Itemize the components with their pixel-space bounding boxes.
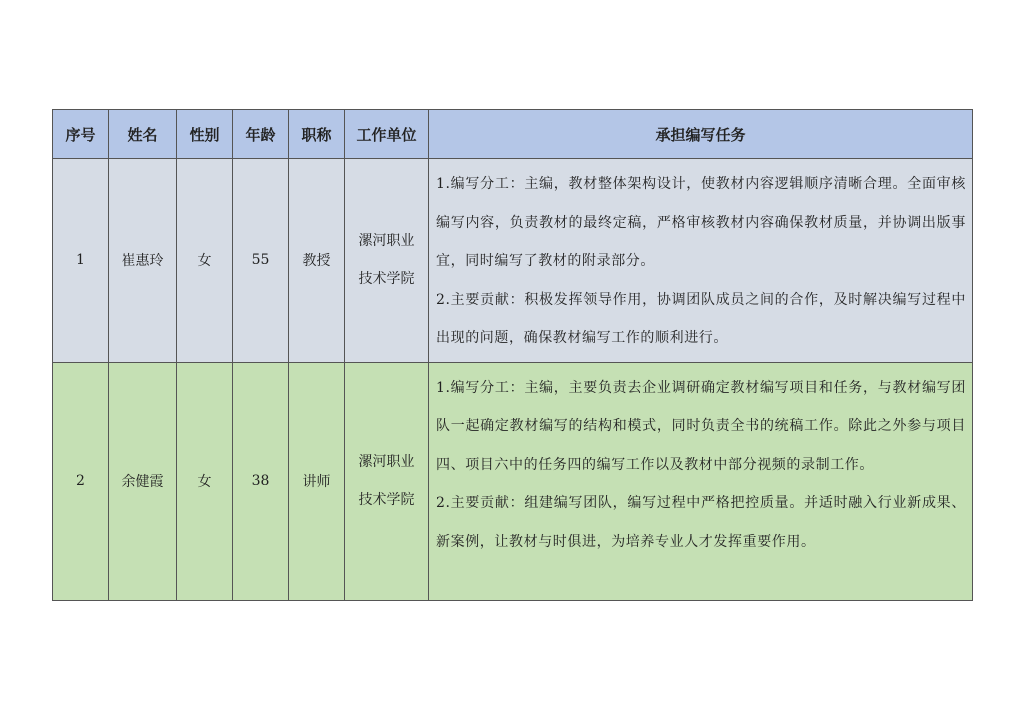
cell-age: 38 — [233, 362, 289, 600]
header-title: 职称 — [289, 110, 345, 159]
cell-age: 55 — [233, 159, 289, 363]
cell-gender: 女 — [177, 362, 233, 600]
cell-title: 讲师 — [289, 362, 345, 600]
header-name: 姓名 — [109, 110, 177, 159]
table-row — [53, 159, 973, 363]
cell-task — [429, 159, 973, 363]
task-contribution: 2.主要贡献：积极发挥领导作用，协调团队成员之间的合作，及时解决编写过程中出现的问题，确保教材编写工作的顺利进行。 — [436, 291, 966, 346]
task-division: 1.编写分工：主编，教材整体架构设计，使教材内容逻辑顺序清晰合理。全面审核编写内容，负责教材的最终定稿，严格审核教材内容确保教材质量，并协调出版事宜，同时编写了教材的附录部分。 — [436, 176, 966, 269]
table-row — [53, 362, 973, 600]
cell-task — [429, 362, 973, 600]
cell-unit — [345, 159, 429, 363]
header-age: 年龄 — [233, 110, 289, 159]
header-unit: 工作单位 — [345, 110, 429, 159]
cell-index: 2 — [53, 362, 109, 600]
cell-index: 1 — [53, 159, 109, 363]
task-contribution: 2.主要贡献：组建编写团队，编写过程中严格把控质量。并适时融入行业新成果、新案例，让教材与时俱进，为培养专业人才发挥重要作用。 — [436, 495, 966, 550]
unit-line-1: 漯河职业 — [358, 233, 415, 250]
cell-gender: 女 — [177, 159, 233, 363]
header-gender: 性别 — [177, 110, 233, 159]
cell-title: 教授 — [289, 159, 345, 363]
header-task: 承担编写任务 — [429, 110, 973, 159]
cell-name: 崔惠玲 — [109, 159, 177, 363]
editor-task-table — [52, 109, 973, 601]
unit-line-2: 技术学院 — [358, 492, 415, 508]
cell-unit — [345, 362, 429, 600]
cell-name: 余健霞 — [109, 362, 177, 600]
unit-line-2: 技术学院 — [358, 271, 415, 288]
task-division: 1.编写分工：主编，主要负责去企业调研确定教材编写项目和任务，与教材编写团队一起确定教材编写的结构和模式，同时负责全书的统稿工作。除此之外参与项目四、项目六中的任务四的编写工作以及教材中部分视频的录制工作。 — [436, 379, 966, 473]
header-index: 序号 — [53, 110, 109, 159]
unit-line-1: 漯河职业 — [358, 454, 415, 470]
table-header-row — [53, 110, 973, 159]
